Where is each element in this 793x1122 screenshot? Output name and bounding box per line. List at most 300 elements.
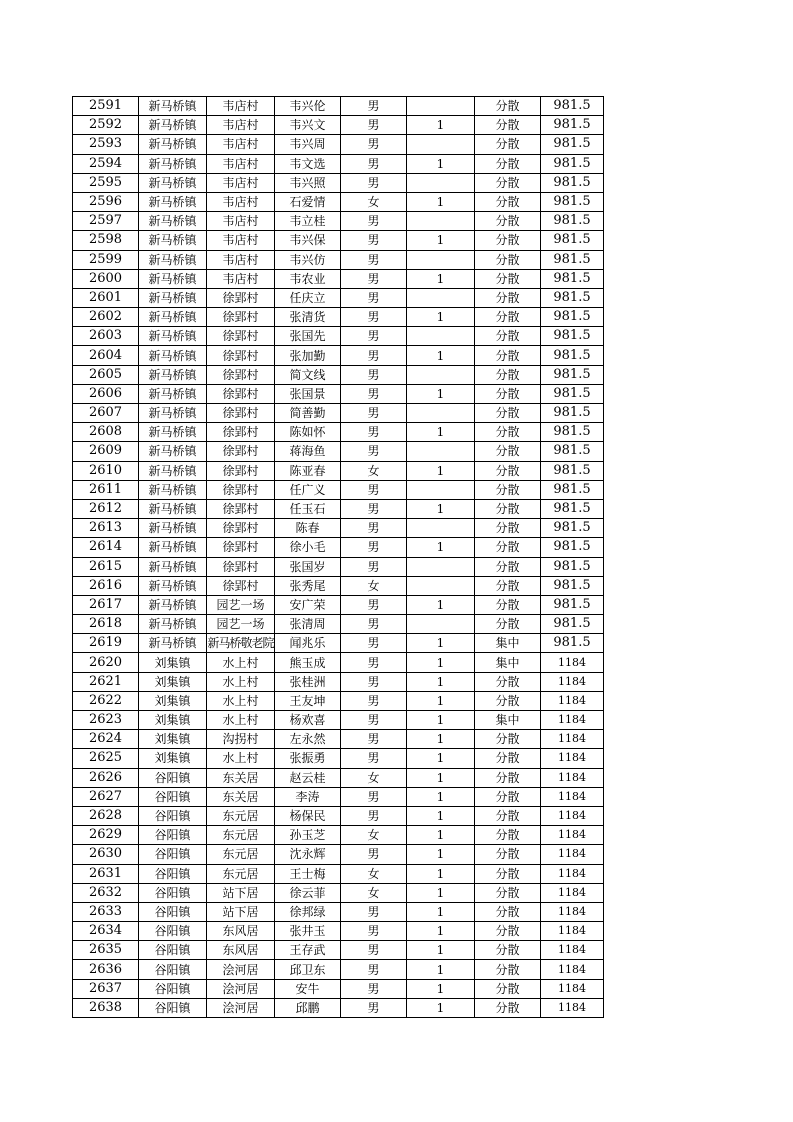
village-cell: 新马桥敬老院 — [207, 634, 275, 653]
amount-cell: 981.5 — [541, 135, 604, 154]
gender-cell: 男 — [341, 595, 407, 614]
name-cell: 韦兴周 — [275, 135, 341, 154]
gender-cell: 女 — [341, 461, 407, 480]
support-type-cell: 分散 — [475, 519, 541, 538]
name-cell: 邱鹏 — [275, 998, 341, 1017]
town-cell: 新马桥镇 — [139, 423, 207, 442]
town-cell: 新马桥镇 — [139, 97, 207, 116]
count-cell: 1 — [407, 826, 475, 845]
town-cell: 谷阳镇 — [139, 883, 207, 902]
village-cell: 东风居 — [207, 922, 275, 941]
town-cell: 新马桥镇 — [139, 576, 207, 595]
row-number-cell: 2604 — [73, 346, 139, 365]
gender-cell: 男 — [341, 365, 407, 384]
row-number-cell: 2608 — [73, 423, 139, 442]
village-cell: 浍河居 — [207, 979, 275, 998]
gender-cell: 男 — [341, 116, 407, 135]
name-cell: 王友坤 — [275, 691, 341, 710]
support-type-cell: 分散 — [475, 615, 541, 634]
amount-cell: 1184 — [541, 826, 604, 845]
amount-cell: 981.5 — [541, 404, 604, 423]
village-cell: 水上村 — [207, 653, 275, 672]
table-row — [73, 97, 604, 116]
village-cell: 水上村 — [207, 711, 275, 730]
name-cell: 简善勤 — [275, 404, 341, 423]
count-cell: 1 — [407, 768, 475, 787]
town-cell: 刘集镇 — [139, 730, 207, 749]
count-cell: 1 — [407, 922, 475, 941]
village-cell: 韦店村 — [207, 212, 275, 231]
row-number-cell: 2591 — [73, 97, 139, 116]
support-type-cell: 分散 — [475, 960, 541, 979]
town-cell: 新马桥镇 — [139, 480, 207, 499]
count-cell: 1 — [407, 634, 475, 653]
table-row — [73, 902, 604, 921]
table-row — [73, 423, 604, 442]
name-cell: 徐云菲 — [275, 883, 341, 902]
name-cell: 任玉石 — [275, 499, 341, 518]
amount-cell: 1184 — [541, 864, 604, 883]
name-cell: 杨欢喜 — [275, 711, 341, 730]
name-cell: 安广荣 — [275, 595, 341, 614]
table-row — [73, 941, 604, 960]
amount-cell: 981.5 — [541, 384, 604, 403]
count-cell — [407, 557, 475, 576]
table-row — [73, 519, 604, 538]
table-row — [73, 653, 604, 672]
town-cell: 新马桥镇 — [139, 269, 207, 288]
count-cell: 1 — [407, 672, 475, 691]
count-cell: 1 — [407, 960, 475, 979]
name-cell: 张桂洲 — [275, 672, 341, 691]
count-cell: 1 — [407, 192, 475, 211]
name-cell: 陈春 — [275, 519, 341, 538]
gender-cell: 男 — [341, 672, 407, 691]
town-cell: 新马桥镇 — [139, 154, 207, 173]
row-number-cell: 2625 — [73, 749, 139, 768]
amount-cell: 981.5 — [541, 595, 604, 614]
town-cell: 谷阳镇 — [139, 787, 207, 806]
town-cell: 新马桥镇 — [139, 308, 207, 327]
amount-cell: 981.5 — [541, 365, 604, 384]
table-row — [73, 116, 604, 135]
amount-cell: 981.5 — [541, 461, 604, 480]
town-cell: 谷阳镇 — [139, 806, 207, 825]
count-cell: 1 — [407, 864, 475, 883]
amount-cell: 981.5 — [541, 231, 604, 250]
town-cell: 新马桥镇 — [139, 384, 207, 403]
village-cell: 东风居 — [207, 941, 275, 960]
row-number-cell: 2621 — [73, 672, 139, 691]
village-cell: 东元居 — [207, 826, 275, 845]
support-type-cell: 分散 — [475, 845, 541, 864]
gender-cell: 男 — [341, 749, 407, 768]
gender-cell: 女 — [341, 826, 407, 845]
gender-cell: 男 — [341, 346, 407, 365]
town-cell: 谷阳镇 — [139, 845, 207, 864]
name-cell: 张国景 — [275, 384, 341, 403]
amount-cell: 1184 — [541, 730, 604, 749]
town-cell: 谷阳镇 — [139, 864, 207, 883]
gender-cell: 男 — [341, 97, 407, 116]
table-row — [73, 154, 604, 173]
name-cell: 陈如怀 — [275, 423, 341, 442]
gender-cell: 男 — [341, 979, 407, 998]
table-row — [73, 384, 604, 403]
town-cell: 刘集镇 — [139, 691, 207, 710]
name-cell: 邱卫东 — [275, 960, 341, 979]
row-number-cell: 2592 — [73, 116, 139, 135]
amount-cell: 981.5 — [541, 538, 604, 557]
town-cell: 新马桥镇 — [139, 327, 207, 346]
count-cell — [407, 519, 475, 538]
amount-cell: 981.5 — [541, 250, 604, 269]
amount-cell: 1184 — [541, 787, 604, 806]
name-cell: 左永然 — [275, 730, 341, 749]
table-row — [73, 442, 604, 461]
name-cell: 石爱情 — [275, 192, 341, 211]
support-type-cell: 分散 — [475, 979, 541, 998]
gender-cell: 男 — [341, 691, 407, 710]
count-cell: 1 — [407, 308, 475, 327]
town-cell: 新马桥镇 — [139, 615, 207, 634]
village-cell: 韦店村 — [207, 135, 275, 154]
table-row — [73, 979, 604, 998]
count-cell — [407, 135, 475, 154]
village-cell: 园艺一场 — [207, 595, 275, 614]
support-type-cell: 分散 — [475, 135, 541, 154]
table-row — [73, 595, 604, 614]
amount-cell: 1184 — [541, 672, 604, 691]
table-row — [73, 960, 604, 979]
row-number-cell: 2616 — [73, 576, 139, 595]
count-cell — [407, 327, 475, 346]
village-cell: 水上村 — [207, 749, 275, 768]
table-row — [73, 404, 604, 423]
name-cell: 韦文选 — [275, 154, 341, 173]
town-cell: 谷阳镇 — [139, 902, 207, 921]
support-type-cell: 分散 — [475, 231, 541, 250]
gender-cell: 男 — [341, 404, 407, 423]
row-number-cell: 2620 — [73, 653, 139, 672]
row-number-cell: 2631 — [73, 864, 139, 883]
table-row — [73, 615, 604, 634]
name-cell: 张振勇 — [275, 749, 341, 768]
gender-cell: 女 — [341, 864, 407, 883]
village-cell: 水上村 — [207, 672, 275, 691]
support-type-cell: 分散 — [475, 480, 541, 499]
gender-cell: 男 — [341, 538, 407, 557]
table-row — [73, 883, 604, 902]
table-row — [73, 922, 604, 941]
town-cell: 新马桥镇 — [139, 634, 207, 653]
row-number-cell: 2613 — [73, 519, 139, 538]
gender-cell: 男 — [341, 941, 407, 960]
table-row — [73, 346, 604, 365]
table-row — [73, 749, 604, 768]
support-type-cell: 分散 — [475, 250, 541, 269]
row-number-cell: 2635 — [73, 941, 139, 960]
table-row — [73, 711, 604, 730]
support-type-cell: 分散 — [475, 576, 541, 595]
name-cell: 韦兴保 — [275, 231, 341, 250]
village-cell: 徐郢村 — [207, 461, 275, 480]
count-cell — [407, 480, 475, 499]
town-cell: 刘集镇 — [139, 672, 207, 691]
amount-cell: 981.5 — [541, 192, 604, 211]
support-type-cell: 分散 — [475, 365, 541, 384]
count-cell: 1 — [407, 154, 475, 173]
count-cell: 1 — [407, 941, 475, 960]
support-type-cell: 分散 — [475, 941, 541, 960]
table-row — [73, 365, 604, 384]
name-cell: 安牛 — [275, 979, 341, 998]
name-cell: 杨保民 — [275, 806, 341, 825]
amount-cell: 981.5 — [541, 269, 604, 288]
town-cell: 新马桥镇 — [139, 404, 207, 423]
town-cell: 新马桥镇 — [139, 365, 207, 384]
gender-cell: 男 — [341, 173, 407, 192]
gender-cell: 男 — [341, 308, 407, 327]
row-number-cell: 2606 — [73, 384, 139, 403]
table-row — [73, 173, 604, 192]
support-type-cell: 分散 — [475, 557, 541, 576]
village-cell: 韦店村 — [207, 269, 275, 288]
name-cell: 张秀尾 — [275, 576, 341, 595]
table-row — [73, 845, 604, 864]
town-cell: 新马桥镇 — [139, 557, 207, 576]
row-number-cell: 2636 — [73, 960, 139, 979]
village-cell: 东关居 — [207, 787, 275, 806]
support-type-cell: 分散 — [475, 308, 541, 327]
amount-cell: 981.5 — [541, 423, 604, 442]
amount-cell: 981.5 — [541, 154, 604, 173]
row-number-cell: 2632 — [73, 883, 139, 902]
row-number-cell: 2628 — [73, 806, 139, 825]
village-cell: 徐郢村 — [207, 538, 275, 557]
amount-cell: 1184 — [541, 960, 604, 979]
support-type-cell: 分散 — [475, 826, 541, 845]
village-cell: 站下居 — [207, 883, 275, 902]
row-number-cell: 2630 — [73, 845, 139, 864]
name-cell: 韦兴文 — [275, 116, 341, 135]
row-number-cell: 2595 — [73, 173, 139, 192]
town-cell: 谷阳镇 — [139, 922, 207, 941]
support-type-cell: 分散 — [475, 595, 541, 614]
name-cell: 任庆立 — [275, 288, 341, 307]
row-number-cell: 2596 — [73, 192, 139, 211]
support-type-cell: 分散 — [475, 97, 541, 116]
town-cell: 新马桥镇 — [139, 461, 207, 480]
village-cell: 东元居 — [207, 806, 275, 825]
amount-cell: 981.5 — [541, 615, 604, 634]
village-cell: 徐郢村 — [207, 480, 275, 499]
village-cell: 徐郢村 — [207, 404, 275, 423]
village-cell: 韦店村 — [207, 154, 275, 173]
count-cell: 1 — [407, 691, 475, 710]
town-cell: 新马桥镇 — [139, 499, 207, 518]
count-cell — [407, 615, 475, 634]
gender-cell: 女 — [341, 192, 407, 211]
row-number-cell: 2623 — [73, 711, 139, 730]
town-cell: 新马桥镇 — [139, 519, 207, 538]
count-cell — [407, 365, 475, 384]
count-cell: 1 — [407, 845, 475, 864]
gender-cell: 男 — [341, 519, 407, 538]
gender-cell: 男 — [341, 231, 407, 250]
support-type-cell: 集中 — [475, 711, 541, 730]
count-cell: 1 — [407, 499, 475, 518]
row-number-cell: 2618 — [73, 615, 139, 634]
table-row — [73, 672, 604, 691]
row-number-cell: 2609 — [73, 442, 139, 461]
row-number-cell: 2627 — [73, 787, 139, 806]
table-row — [73, 250, 604, 269]
amount-cell: 981.5 — [541, 212, 604, 231]
count-cell: 1 — [407, 730, 475, 749]
town-cell: 新马桥镇 — [139, 231, 207, 250]
support-type-cell: 分散 — [475, 922, 541, 941]
table-row — [73, 327, 604, 346]
support-type-cell: 分散 — [475, 327, 541, 346]
table-row — [73, 538, 604, 557]
gender-cell: 男 — [341, 154, 407, 173]
gender-cell: 男 — [341, 653, 407, 672]
gender-cell: 男 — [341, 288, 407, 307]
amount-cell: 981.5 — [541, 519, 604, 538]
town-cell: 谷阳镇 — [139, 998, 207, 1017]
name-cell: 王存武 — [275, 941, 341, 960]
town-cell: 新马桥镇 — [139, 173, 207, 192]
table-row — [73, 806, 604, 825]
name-cell: 简文线 — [275, 365, 341, 384]
row-number-cell: 2638 — [73, 998, 139, 1017]
amount-cell: 981.5 — [541, 308, 604, 327]
name-cell: 韦农业 — [275, 269, 341, 288]
gender-cell: 男 — [341, 845, 407, 864]
amount-cell: 1184 — [541, 941, 604, 960]
village-cell: 徐郢村 — [207, 346, 275, 365]
row-number-cell: 2601 — [73, 288, 139, 307]
name-cell: 任广义 — [275, 480, 341, 499]
row-number-cell: 2622 — [73, 691, 139, 710]
count-cell: 1 — [407, 711, 475, 730]
gender-cell: 男 — [341, 902, 407, 921]
row-number-cell: 2619 — [73, 634, 139, 653]
town-cell: 新马桥镇 — [139, 288, 207, 307]
gender-cell: 男 — [341, 212, 407, 231]
support-type-cell: 分散 — [475, 883, 541, 902]
name-cell: 李涛 — [275, 787, 341, 806]
amount-cell: 1184 — [541, 902, 604, 921]
table-row — [73, 480, 604, 499]
row-number-cell: 2637 — [73, 979, 139, 998]
table-row — [73, 787, 604, 806]
support-type-cell: 分散 — [475, 404, 541, 423]
table-row — [73, 192, 604, 211]
village-cell: 徐郢村 — [207, 423, 275, 442]
gender-cell: 男 — [341, 269, 407, 288]
town-cell: 新马桥镇 — [139, 250, 207, 269]
row-number-cell: 2593 — [73, 135, 139, 154]
name-cell: 韦立桂 — [275, 212, 341, 231]
village-cell: 徐郢村 — [207, 288, 275, 307]
count-cell: 1 — [407, 979, 475, 998]
amount-cell: 981.5 — [541, 499, 604, 518]
count-cell — [407, 97, 475, 116]
count-cell: 1 — [407, 653, 475, 672]
count-cell — [407, 173, 475, 192]
village-cell: 韦店村 — [207, 250, 275, 269]
village-cell: 东元居 — [207, 845, 275, 864]
row-number-cell: 2629 — [73, 826, 139, 845]
name-cell: 张清货 — [275, 308, 341, 327]
amount-cell: 981.5 — [541, 327, 604, 346]
support-type-cell: 分散 — [475, 442, 541, 461]
gender-cell: 男 — [341, 499, 407, 518]
gender-cell: 女 — [341, 883, 407, 902]
town-cell: 新马桥镇 — [139, 212, 207, 231]
count-cell: 1 — [407, 538, 475, 557]
amount-cell: 1184 — [541, 998, 604, 1017]
table-row — [73, 557, 604, 576]
gender-cell: 男 — [341, 922, 407, 941]
count-cell: 1 — [407, 902, 475, 921]
name-cell: 陈亚春 — [275, 461, 341, 480]
gender-cell: 男 — [341, 730, 407, 749]
table-body — [73, 97, 604, 1018]
village-cell: 徐郢村 — [207, 384, 275, 403]
village-cell: 韦店村 — [207, 173, 275, 192]
count-cell: 1 — [407, 787, 475, 806]
village-cell: 徐郢村 — [207, 365, 275, 384]
count-cell: 1 — [407, 806, 475, 825]
row-number-cell: 2603 — [73, 327, 139, 346]
gender-cell: 女 — [341, 768, 407, 787]
row-number-cell: 2600 — [73, 269, 139, 288]
support-type-cell: 分散 — [475, 212, 541, 231]
row-number-cell: 2617 — [73, 595, 139, 614]
table-row — [73, 231, 604, 250]
table-row — [73, 998, 604, 1017]
gender-cell: 男 — [341, 787, 407, 806]
count-cell — [407, 576, 475, 595]
name-cell: 张国先 — [275, 327, 341, 346]
amount-cell: 1184 — [541, 922, 604, 941]
village-cell: 东元居 — [207, 864, 275, 883]
support-type-cell: 分散 — [475, 768, 541, 787]
table-row — [73, 826, 604, 845]
village-cell: 徐郢村 — [207, 308, 275, 327]
amount-cell: 981.5 — [541, 634, 604, 653]
row-number-cell: 2594 — [73, 154, 139, 173]
name-cell: 徐小毛 — [275, 538, 341, 557]
amount-cell: 981.5 — [541, 288, 604, 307]
support-type-cell: 分散 — [475, 173, 541, 192]
support-type-cell: 分散 — [475, 154, 541, 173]
town-cell: 谷阳镇 — [139, 826, 207, 845]
row-number-cell: 2626 — [73, 768, 139, 787]
name-cell: 沈永辉 — [275, 845, 341, 864]
amount-cell: 1184 — [541, 806, 604, 825]
amount-cell: 1184 — [541, 883, 604, 902]
amount-cell: 981.5 — [541, 576, 604, 595]
support-type-cell: 分散 — [475, 461, 541, 480]
village-cell: 浍河居 — [207, 960, 275, 979]
support-type-cell: 分散 — [475, 691, 541, 710]
count-cell — [407, 442, 475, 461]
support-type-cell: 集中 — [475, 634, 541, 653]
